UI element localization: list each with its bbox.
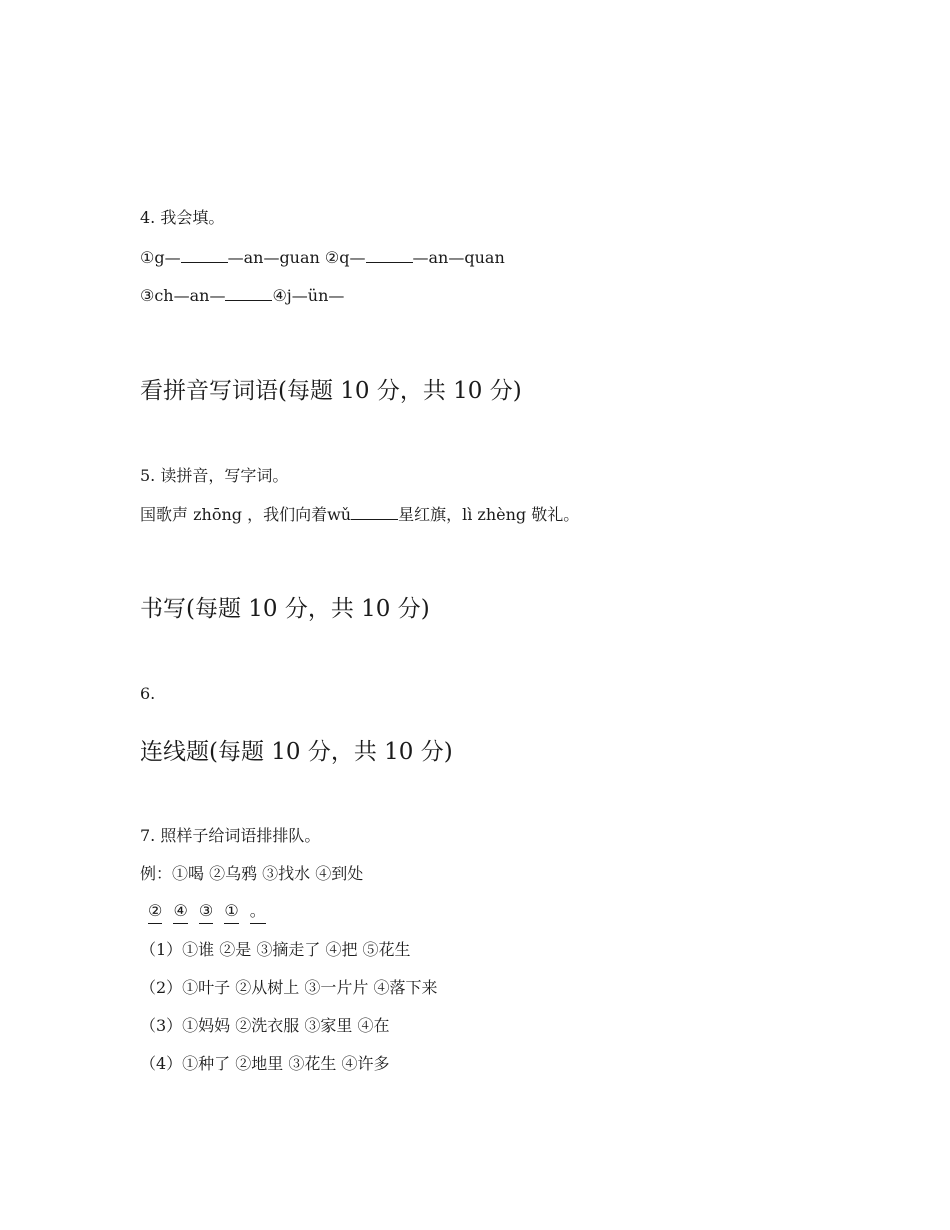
question-4-title: 4. 我会填。 <box>140 208 225 227</box>
q4-item-2-suffix: —an—quan <box>412 248 505 267</box>
q5-blank <box>351 503 398 520</box>
q4-blank-1 <box>181 246 228 263</box>
question-5-sentence <box>140 503 579 526</box>
question-4-line-1 <box>140 246 505 269</box>
q4-item-1-prefix: ①g— <box>140 248 181 267</box>
answer-token: ① <box>224 900 238 924</box>
question-6-title: 6. <box>140 684 156 703</box>
q5-sentence-end: 星红旗，lì zhèng 敬礼。 <box>398 505 580 524</box>
question-7-item: （3）①妈妈 ②洗衣服 ③家里 ④在 <box>140 1016 390 1035</box>
section-heading-writing: 书写(每题 10 分，共 10 分) <box>140 596 430 622</box>
answer-token: 。 <box>250 900 266 924</box>
question-7-item: （2）①叶子 ②从树上 ③一片片 ④落下来 <box>140 978 438 997</box>
q4-item-1-suffix: —an—guan <box>227 248 325 267</box>
answer-token: ② <box>148 900 162 924</box>
question-4-line-2 <box>140 284 344 307</box>
question-7-item: （4）①种了 ②地里 ③花生 ④许多 <box>140 1054 390 1073</box>
question-7-example-answer <box>148 900 272 924</box>
q4-item-3: ③ch—an— <box>140 286 226 305</box>
question-5-title: 5. 读拼音，写字词。 <box>140 466 289 485</box>
q4-blank-3 <box>225 284 272 301</box>
q4-blank-2 <box>366 246 413 263</box>
section-heading-matching: 连线题(每题 10 分，共 10 分) <box>140 739 453 765</box>
question-7-title: 7. 照样子给词语排排队。 <box>140 826 321 845</box>
question-7-example: 例：①喝 ②乌鸦 ③找水 ④到处 <box>140 864 364 883</box>
answer-token: ④ <box>173 900 187 924</box>
q5-sentence-start: 国歌声 zhōng ，我们向着wǔ <box>140 505 352 524</box>
answer-token: ③ <box>199 900 213 924</box>
q4-item-2-prefix: ②q— <box>324 248 366 267</box>
question-7-item: （1）①谁 ②是 ③摘走了 ④把 ⑤花生 <box>140 940 411 959</box>
section-heading-pinyin-words: 看拼音写词语(每题 10 分，共 10 分) <box>140 378 522 404</box>
q4-item-4: ④j—ün— <box>272 286 345 305</box>
